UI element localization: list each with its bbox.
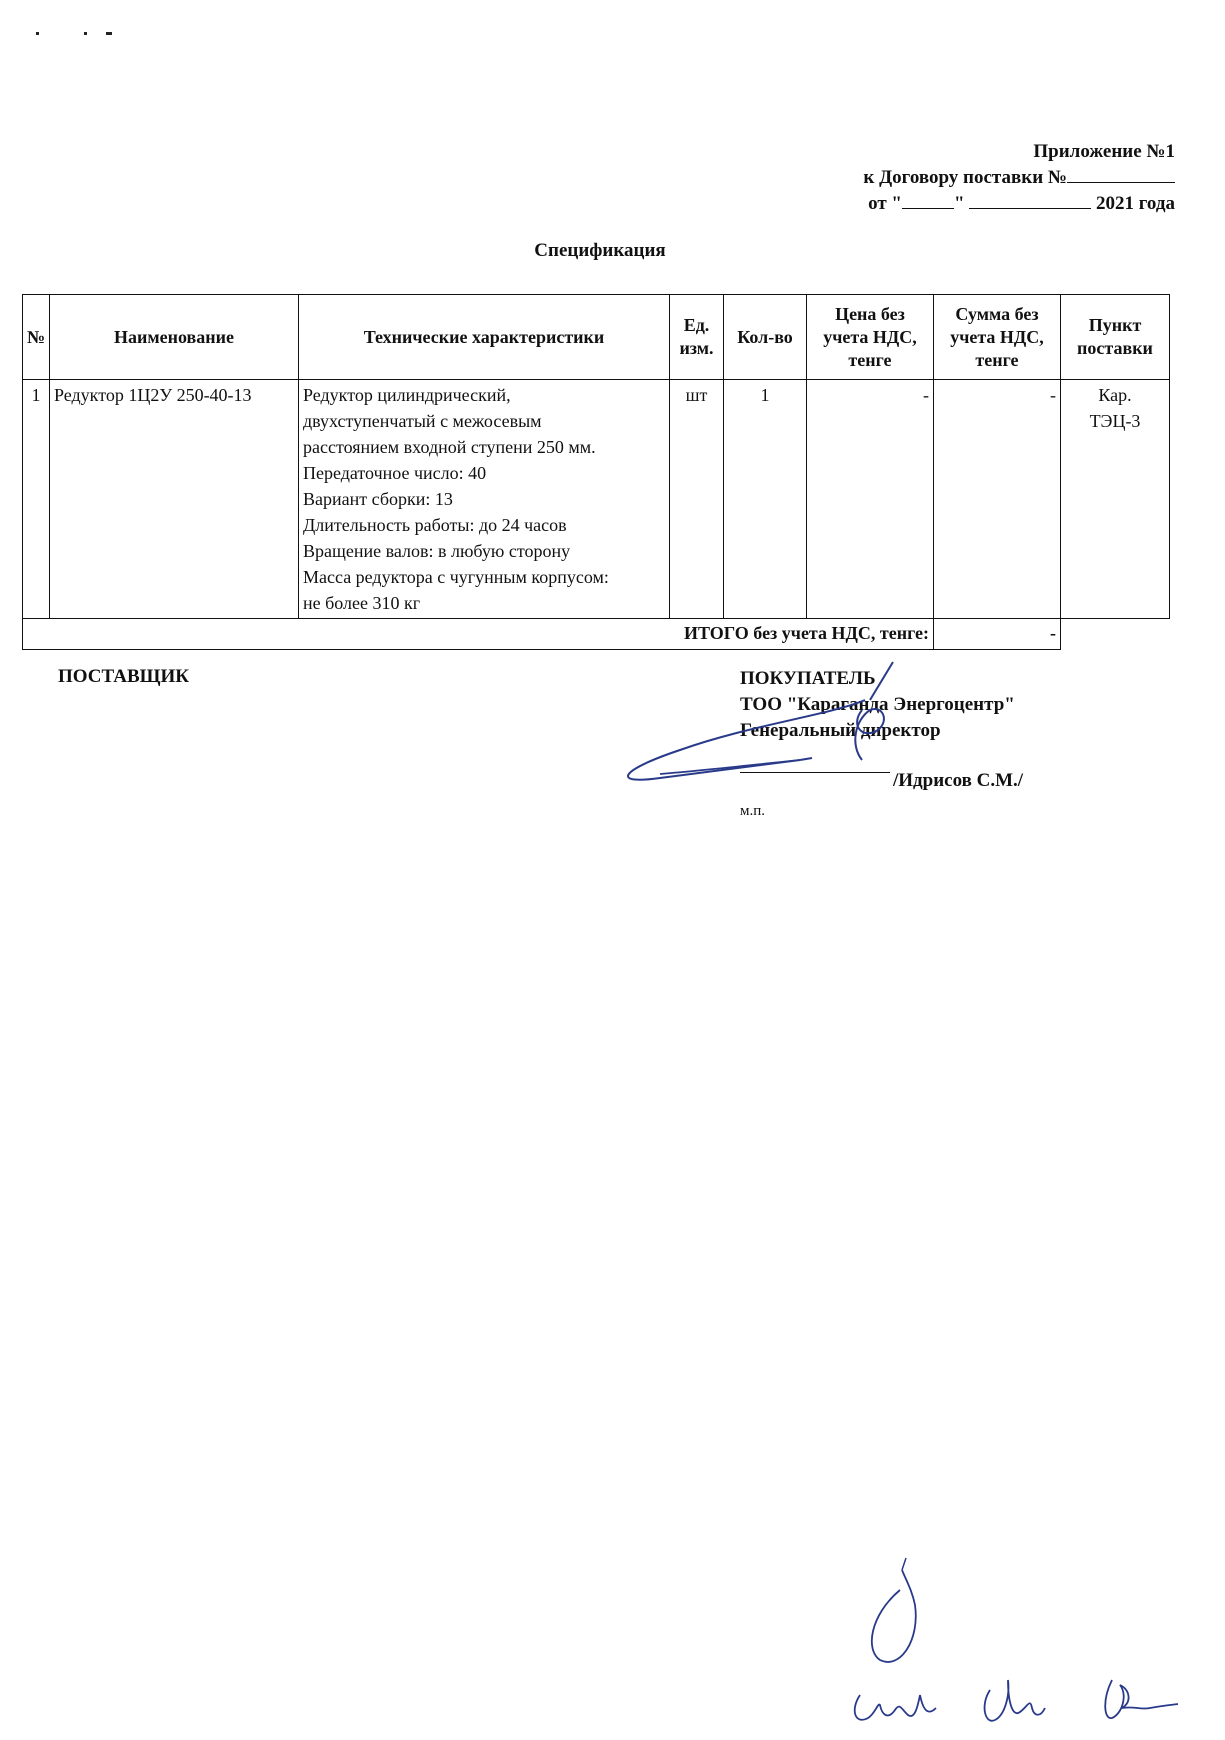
spec-line: Редуктор цилиндрический, bbox=[303, 385, 511, 405]
stamp-placeholder: м.п. bbox=[740, 803, 766, 819]
table-total-row bbox=[23, 619, 1170, 650]
col-header-number: № bbox=[23, 295, 50, 380]
total-empty-cell bbox=[1061, 619, 1170, 650]
row-number: 1 bbox=[23, 380, 50, 619]
col-header-quantity: Кол-во bbox=[724, 295, 807, 380]
appendix-header bbox=[795, 140, 1175, 216]
appendix-title: Приложение №1 bbox=[1033, 141, 1175, 162]
supplier-label: ПОСТАВЩИК bbox=[58, 666, 190, 687]
contract-number-line bbox=[795, 164, 1175, 190]
spec-line: Передаточное число: 40 bbox=[303, 463, 487, 483]
spec-line: Вращение валов: в любую сторону bbox=[303, 541, 571, 561]
delivery-point-line: ТЭЦ-3 bbox=[1089, 411, 1141, 431]
total-value: - bbox=[934, 619, 1061, 650]
col-header-delivery-point: Пункт поставки bbox=[1061, 295, 1170, 380]
date-mid: " bbox=[953, 193, 965, 214]
spec-line: Вариант сборки: 13 bbox=[303, 489, 453, 509]
scan-mark bbox=[84, 32, 87, 35]
col-header-sum: Сумма без учета НДС, тенге bbox=[934, 295, 1061, 380]
total-label: ИТОГО без учета НДС, тенге: bbox=[23, 619, 934, 650]
month-blank bbox=[969, 190, 1091, 209]
col-header-price: Цена без учета НДС, тенге bbox=[807, 295, 934, 380]
row-delivery-point bbox=[1061, 380, 1170, 619]
year-text: 2021 года bbox=[1096, 193, 1175, 214]
buyer-company: ТОО "Караганда Энергоцентр" bbox=[740, 694, 1015, 715]
delivery-point-line: Кар. bbox=[1098, 385, 1132, 405]
contract-number-blank bbox=[1067, 164, 1175, 183]
scan-mark bbox=[36, 32, 39, 35]
signatory-name: /Идрисов С.М./ bbox=[893, 770, 1024, 791]
spec-line: расстоянием входной ступени 250 мм. bbox=[303, 437, 596, 457]
row-specs bbox=[299, 380, 670, 619]
table-header-row bbox=[23, 295, 1170, 380]
spec-line: Масса редуктора с чугунным корпусом: bbox=[303, 567, 609, 587]
scan-mark bbox=[106, 32, 112, 35]
contract-date-line bbox=[795, 190, 1175, 216]
spec-line: не более 310 кг bbox=[303, 593, 421, 613]
initials-signatures bbox=[840, 1530, 1210, 1730]
buyer-position: Генеральный директор bbox=[740, 720, 941, 741]
spec-line: Длительность работы: до 24 часов bbox=[303, 515, 567, 535]
spec-line: двухступенчатый с межосевым bbox=[303, 411, 542, 431]
row-price: - bbox=[807, 380, 934, 619]
row-unit: шт bbox=[670, 380, 724, 619]
specification-table bbox=[22, 294, 1170, 650]
col-header-name: Наименование bbox=[50, 295, 299, 380]
row-sum: - bbox=[934, 380, 1061, 619]
contract-prefix: к Договору поставки № bbox=[863, 167, 1067, 188]
director-signature bbox=[600, 660, 900, 810]
row-quantity: 1 bbox=[724, 380, 807, 619]
buyer-label: ПОКУПАТЕЛЬ bbox=[740, 668, 876, 689]
day-blank bbox=[902, 190, 954, 209]
col-header-unit: Ед. изм. bbox=[670, 295, 724, 380]
table-row bbox=[23, 380, 1170, 619]
date-prefix: от " bbox=[868, 193, 902, 214]
row-name: Редуктор 1Ц2У 250-40-13 bbox=[50, 380, 299, 619]
page-title: Спецификация bbox=[534, 240, 666, 261]
col-header-specs: Технические характеристики bbox=[299, 295, 670, 380]
